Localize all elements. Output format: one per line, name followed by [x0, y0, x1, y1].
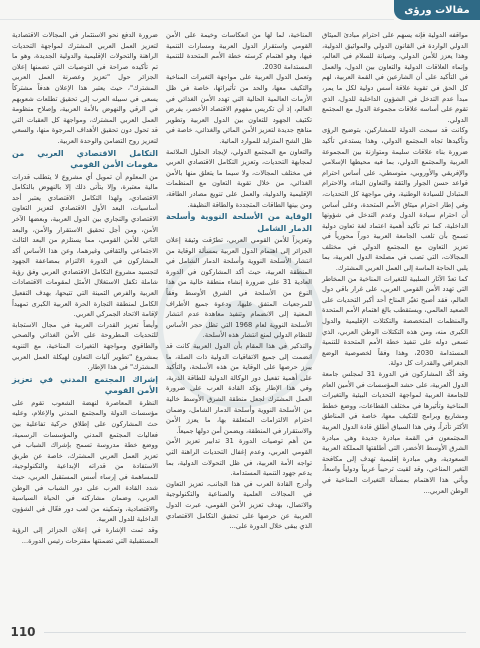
- section-subheading: التكامل الاقتصادي العربي من مقومات الأمن القومي: [12, 148, 158, 170]
- footer-divider: [44, 632, 466, 633]
- section-badge: [394, 0, 480, 20]
- body-paragraph: من أهم توصيات الدورة 31 تدابير تعزيز الأمن القومي العربي، وعدم إغفال التحديات الراهنة التي تواجه الأمة العربية، في ظل التحولات الدولية، بما يدعم جهود التنمية المستدامة.: [166, 437, 312, 478]
- header-divider: [0, 19, 394, 20]
- section-subheading: إشراك المجتمع المدني في تعزيز الأمن القومي: [12, 374, 158, 396]
- section-label: مقالات ورؤى: [404, 4, 470, 16]
- body-paragraph: ضرورة الدفع نحو الاستثمار في المجالات الاقتصادية لتعزيز العمل العربي المشترك لمواجهة التحديات الراهنة والتحولات الإقليمية والدولية الجديدة، وهو ما تم تأكيده صراحة في التوصيات التي تضمنها إعلان الجزائر حول "تعزيز وعصرنة العمل العربي المشترك"، حيث يعتبر هذا الإعلان هدفاً مشتركاً يسعى في سبيله العرب إلى تحقيق تطلعات شعوبهم في الرقي والنهوض بالأمة العربية، وإصلاح منظومة العمل العربي المشترك، ومواجهة كل العقبات التي قد تحول دون تحقيق الأهداف المرجوة منها، والسعي لتعزيز روح التضامن والوحدة العربية.: [12, 31, 158, 145]
- column-middle: [166, 30, 312, 632]
- column-left: [12, 30, 158, 632]
- section-subheading: الوقاية من الأسلحة النووية وأسلحة الدمار الشامل: [166, 212, 312, 233]
- body-paragraph: وقد أكّد المشاركون في الدورة 31 لمجلس جامعة الدول العربية، على حشد المؤسسات في الأمين العام للجامعة العربية لمواجهة التحديات البيئية والتغيرات المناخية وتأثيرها في مختلف القطاعات، ووضع خطط ومشاريع وبرامج للتكيف معها، خاصة في المناطق الأكثر تأثراً، وفي هذا السياق أطلق قادة الدول العربية المجتمعون في القمة مبادرة جديدة وهي مبادرة الشرق الأوسط الأخضر، التي أطلقتها المملكة العربية السعودية، وهي مبادرة إقليمية تهدف إلى مكافحة التغير المناخي، وقد لقيت ترحيباً عربياً ودولياً واسعاً، ويأتي هذا الاهتمام بمسألة التغيرات المناخية في الوطن العربي...: [322, 370, 468, 495]
- body-paragraph: من المعلوم أن تمويل أي مشروع لا يتطلب قدرات مالية معتبرة، وإلا يتأتى ذلك إلا بالنهوض بالتكامل الاقتصادي، ولهذا التكامل الاقتصادي يعتبر أحد أساسيات، البعد الأول الاقتصادي لتعزيز التعاون الاقتصادي والتجاري بين الدول العربية، وبعضها الآخر الأمن، ومن أجل تحقيق الاستقرار والأمن، والبعد الثاني للأمن القومي، مما يستلزم من البعد الثالث الاجتماعي والثقافي وغيرهما، وعن هذا الأساس أكد المشاركون في الدورة الالتزام بمضاعفة الجهود لتجسيد مشروع التكامل الاقتصادي العربي وفق رؤية شاملة تكفل الاستغلال الأمثل لمقومات الاقتصادات العربية والفرص الثمينة التي تتيحها، بهدف التفعيل الكامل لمنطقة التجارة الحرة العربية الكبرى تمهيداً لإقامة الاتحاد الجمركي العربي.: [12, 172, 158, 319]
- body-paragraph: وتعمل الدول العربية على مواجهة التغيرات المناخية والتكيف معها، والحد من تأثيراتها، خاصة في ظل الأزمات العالمية الحالية التي تهدد الأمن الغذائي في العالم، إذ أن تكريس مفهوم الاقتصاد الأخضر، يفرض تكثيف الجهود للتعاون بين الدول العربية وتطوير مناهج جديدة لتعزيز الأمن المائي والغذائي، خاصة في ظل الشح المتزايد للموارد المائية.: [166, 73, 312, 145]
- body-paragraph: وأيضاً تعزيز القدرات العربية في مجال الاستجابة للتحديات المطروحة على الأمن الغذائي والصحي والطاقوي ومواجهة التغيرات المناخية، مع التنويه بمشروع "تطوير آليات التعاون لهيكلة العمل العربي المشترك" في هذا الإطار.: [12, 320, 158, 372]
- page-number-text: 110: [10, 625, 36, 639]
- body-paragraph: مواقفه الدولية فإنه يسهم على احترام مبادئ الميثاق الدولي الواردة في القانون الدولي والمواثيق الدولية، وهذا يعزز للأمن الدولي، وصيانة للسلام في العالم، وإنماء العلاقات الدولية والتعاون بين الدول، والعمل في التأكيد على أن الشارعين في القمة العربية، لهم كل الحق في تقوية علاقة أسس دولية لكل ما يمر، مبدأ عدم التدخل في الشؤون الداخلية للدول، الذي تقوم على أساسه علاقات مجموعة الدول مع المجتمع الدولي.: [322, 31, 468, 124]
- body-paragraph: كما تعدّ الآثار السلبية للتغيرات المناخية من المخاطر التي تهدد الأمن القومي العربي، على غرار باقي دول العالم، فقد أصبح تغيّر المناخ أحد أكبر التحديات على الصعيد العالمي، ويستقطب بالغ اهتمام الأمم المتحدة والمنظمات المتخصصة والتكتلات الإقليمية والدول الكبرى منه، ومن هذه التكتلات الوطن العربي، الذي تسعى دوله على تنفيذ خطة الأمم المتحدة للتنمية المستدامة 2030، وهذا وفقاً لخصوصية الوضع الجغرافي والقدرات كل دولة.: [322, 274, 468, 368]
- body-paragraph: وتعزيزاً للأمن القومي العربي، تطرّقت وثيقة إعلان الجزائر إلى اهتمام الدول العربية بمسألة الوقاية من انتشار الأسلحة النووية وأسلحة الدمار الشامل في المنطقة العربية، حيث أكد المشاركون في الدورة العادية 31 على ضرورة إنشاء منطقة خالية من هذا النوع من الأسلحة في الشرق الأوسط وفقاً للمرجعيات المتفق عليها، ودعوة جميع الأطراف المعنية إلى الانضمام وتنفيذ معاهدة عدم انتشار الأسلحة النووية لعام 1968 التي تظل حجر الأساس للنظام الدولي لمنع انتشار هذه الأسلحة.: [166, 236, 312, 340]
- page-number: [8, 621, 38, 643]
- column-right: [322, 30, 468, 632]
- body-paragraph: وقد تمت الإشارة في إعلان الجزائر إلى الرؤية المستقبلية التي تضمنتها مقترحات رئيس الدورة...: [12, 525, 158, 545]
- body-paragraph: وكانت قد سبحت الدولة للمشاركين، بتوضيح الرؤى وتأكيدها تجاه المجتمع الدولي، وهذا يستدعي تأكيد ضرورة بناء علاقات سليمة ومتوازنة بين المجموعة العربية والمجتمع الدولي، بما فيه محيطها الإسلامي والإفريقي والأوروبي، متوسطي، على أساس احترام قواعد حسن الجوار والثقة والتعاون البناء، والاحترام المتبادل للسيادة الوطنية، وفي مواجهة كل التحديات، وفي إطار احترام ميثاق الأمم المتحدة، وعلى أساس أن احترام سيادة الدول وعدم التدخل في شؤونها الداخلية، كما تم تأكيد أهمية اعتماد لغة تعاون دولية تسمح بأن تلعب الجامعة العربية دوراً محورياً في تعزيز التعاون مع المجتمع الدولي في مختلف المجالات، التي تصب في مصلحة الدول العربية، بما يلبي الحاجة الماسة إلى العمل العربي المشترك.: [322, 126, 468, 273]
- body-paragraph: والتعاون مع المجتمع الدولي، لإيجاد الحلول الملائمة لمجابهة التحديات، وتعزيز التكامل الاقتصادي العربي في مختلف المجالات، ولا سيما ما يتعلق منها بالأمن الغذائي، من خلال تقوية التعاون مع المنظمات الإقليمية والدولية، والعمل على تنويع مصادر الطاقة، ومن بينها الطاقات المتجددة والطاقة النظيفة.: [166, 147, 312, 209]
- body-paragraph: وأدرج القادة العرب في هذا الجانب، تعزيز التعاون في المجالات العلمية والصناعية والتكنولوجية والاتصال، بهدف تعزيز الأمن القومي، عبرت الدول العربية عن حرصها على تحقيق التكامل الاقتصادي الذي يبقى خلال الدورة على...: [166, 479, 312, 531]
- body-paragraph: النظرة المعاصرة لنهضة الشعوب تقوم على مؤسسات الدولة والمجتمع المدني والإعلام، وعليه حث المشاركون على إطلاق حركية تفاعلية بين فعاليات المجتمع المدني والمؤسسات الرسمية، ووضع خطة مدروسة تسمح بإشراك الشباب في تعزيز العمل العربي المشترك، خاصة عن طريق الاستفادة من قدراته الإبداعية والتكنولوجية، للمساهمة في إرساء أسس المستقبل العربي، حيث شدد القادة العرب على دور الشباب في الوطن العربي، وضمان مشاركته في الحياة السياسية والاقتصادية، وتمكينه من لعب دور فعّال في الشؤون الداخلية للدول العربية.: [12, 398, 158, 524]
- body-paragraph: المناخية، لما لها من انعكاسات وخيمة على الأمن القومي واستقرار الدول العربية ومسارات التنمية فيها، وهو اهتمام كرسته خطة الأمم المتحدة للتنمية المستدامة 2030.: [166, 31, 312, 71]
- body-paragraph: والتذكير في هذا المقام بأن الدول العربية كانت قد انضمت إلى جميع الاتفاقيات الدولية ذات الصلة، ما يبرز حرصها على الوقاية من هذه الأسلحة، والتأكيد على أهمية تفعيل دور الوكالة الدولية للطاقة الذرية، وفي هذا الإطار يؤكد القادة العرب على ضرورة العمل المشترك لجعل منطقة الشرق الأوسط خالية من الأسلحة النووية وأسلحة الدمار الشامل، وضمان احترام الالتزامات المتعلقة بها، ما يعزز الأمن والاستقرار في المنطقة، ويضمن أمن دولها جميعاً.: [166, 342, 312, 435]
